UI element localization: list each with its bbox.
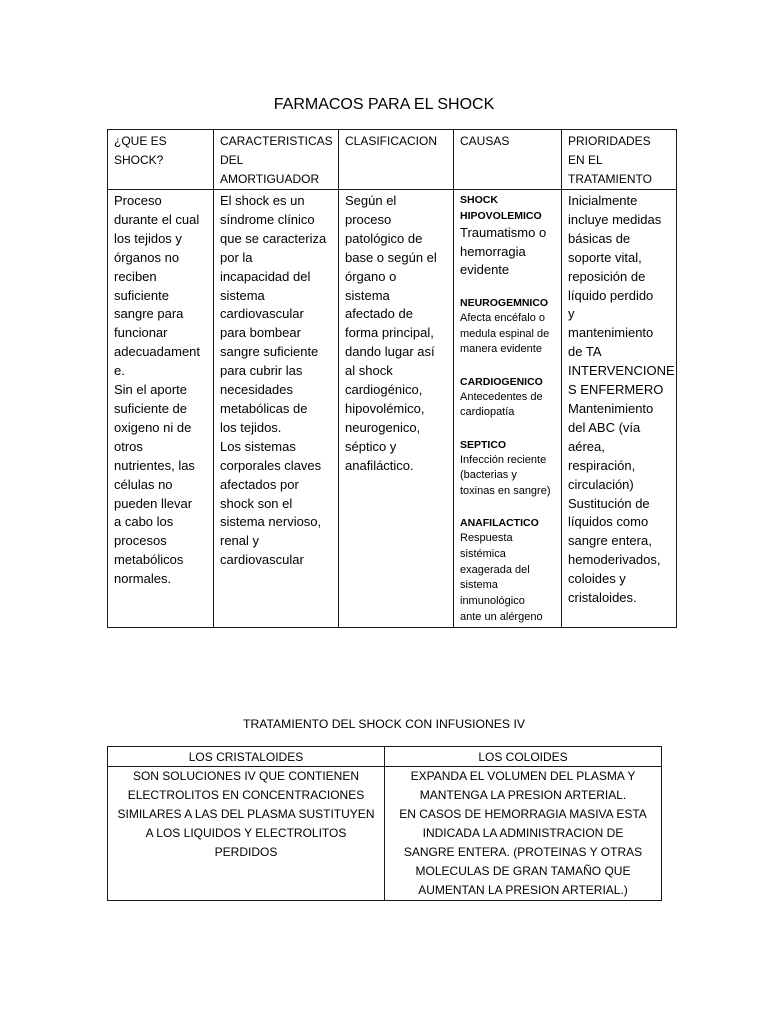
cause-name-line: ANAFILACTICO (460, 517, 539, 530)
characteristic-line: shock son el (220, 495, 293, 511)
priority-line: y (568, 306, 575, 322)
cause-neurogenico (460, 295, 559, 358)
definition-line: órganos no (114, 249, 180, 265)
classification-line: cardiogénico, (345, 382, 423, 398)
definition-line: a cabo los (114, 514, 174, 530)
header-line: AMORTIGUADOR (220, 172, 320, 186)
priority-line: hemoderivados, (568, 552, 661, 568)
classification-line: forma principal, (345, 325, 434, 341)
cell-classification (339, 190, 454, 628)
characteristic-line: Los sistemas (220, 438, 296, 454)
cause-name (460, 192, 559, 224)
characteristic-line: cardiovascular (220, 306, 304, 322)
cause-name (460, 295, 559, 311)
definition-line: pueden llevar (114, 495, 193, 511)
classification-line: base o según el (345, 249, 437, 265)
page-title: FARMACOS PARA EL SHOCK (273, 96, 495, 113)
cell-priorities (562, 190, 677, 628)
definition-line: metabólicos (114, 552, 184, 568)
infusions-table (107, 746, 662, 901)
definition-line: oxigeno ni de (114, 419, 192, 435)
priority-line: reposición de (568, 268, 646, 284)
priority-line: sangre entera, (568, 533, 652, 549)
cause-description (460, 224, 559, 280)
priority-line: líquidos como (568, 514, 649, 530)
cause-description (460, 390, 559, 421)
crystalloids-line: A LOS LIQUIDOS Y ELECTROLITOS (145, 826, 347, 840)
header-line: PRIORIDADES (568, 134, 651, 148)
definition-line: procesos (114, 533, 167, 549)
classification-line: afectado de (345, 306, 413, 322)
priority-line: aérea, (568, 438, 605, 454)
cause-name (460, 515, 559, 531)
characteristic-line: renal y (220, 533, 260, 549)
cause-description-line: hemorragia (460, 243, 526, 259)
header-colloids: LOS COLOIDES (385, 747, 662, 767)
cell-causes (454, 190, 562, 628)
cause-description-line: toxinas en sangre) (460, 484, 551, 497)
priority-line: INTERVENCIONE (568, 363, 675, 379)
characteristic-line: sangre suficiente (220, 344, 319, 360)
crystalloids-line: SIMILARES A LAS DEL PLASMA SUSTITUYEN (117, 807, 375, 821)
colloids-line: MANTENGA LA PRESION ARTERIAL. (419, 788, 627, 802)
characteristic-line: por la (220, 249, 253, 265)
priority-line: coloides y (568, 571, 626, 587)
cell-characteristics (214, 190, 339, 628)
cause-description-line: sistema (460, 579, 498, 592)
priority-line: del ABC (vía (568, 419, 641, 435)
infusions-title: TRATAMIENTO DEL SHOCK CON INFUSIONES IV (243, 717, 525, 731)
cause-description-line: inmunológico (460, 594, 525, 607)
cause-description-line: Infección reciente (460, 453, 547, 466)
header-line: CARACTERISTICAS (220, 134, 333, 148)
cause-septico (460, 437, 559, 500)
priority-line: Inicialmente (568, 193, 638, 208)
characteristic-line: metabólicas de (220, 400, 308, 416)
cause-description-line: sistémica (460, 547, 506, 560)
priority-line: incluye medidas (568, 211, 662, 227)
definition-line: otros (114, 438, 143, 454)
definition-line: funcionar (114, 325, 168, 341)
definition-line: suficiente de (114, 400, 187, 416)
header-line: EN EL (568, 153, 603, 167)
cause-description-line: exagerada del (460, 563, 530, 576)
priority-line: líquido perdido (568, 287, 654, 303)
cause-name-line: SEPTICO (460, 438, 507, 451)
cause-description-line: Afecta encéfalo o (460, 312, 546, 324)
definition-line: células no (114, 476, 173, 492)
characteristic-line: sistema nervioso, (220, 514, 322, 530)
cell-colloids (385, 767, 662, 901)
classification-line: anafiláctico. (345, 457, 414, 473)
priority-line: circulación) (568, 476, 634, 492)
characteristic-line: para bombear (220, 325, 301, 341)
header-line: DEL (220, 153, 244, 167)
classification-line: sistema (345, 287, 390, 303)
colloids-line: AUMENTAN LA PRESION ARTERIAL.) (418, 883, 628, 897)
cause-description-line: evidente (460, 262, 510, 277)
cause-description (460, 311, 559, 358)
characteristic-line: que se caracteriza (220, 230, 327, 246)
cause-description (460, 531, 559, 625)
table-header-row (108, 747, 662, 767)
cause-description-line: medula espinal de (460, 327, 550, 340)
priority-line: de TA (568, 344, 602, 360)
classification-line: neurogenico, (345, 419, 421, 435)
crystalloids-line: PERDIDOS (214, 845, 278, 859)
definition-line: normales. (114, 571, 172, 587)
cause-description-line: Antecedentes de (460, 390, 543, 403)
table-header-row (108, 130, 677, 190)
cause-description (460, 453, 559, 500)
characteristic-line: los tejidos. (220, 419, 282, 435)
cause-hipovolemico (460, 192, 559, 280)
header-characteristics (214, 130, 339, 190)
header-line: SHOCK? (114, 153, 164, 167)
cause-name-line: CARDIOGENICO (460, 375, 543, 388)
definition-line: sangre para (114, 306, 184, 322)
characteristic-line: incapacidad del (220, 268, 311, 284)
characteristic-line: corporales claves (220, 457, 322, 473)
classification-line: al shock (345, 363, 393, 379)
cause-name (460, 374, 559, 390)
header-causes (454, 130, 562, 190)
definition-line: reciben (114, 268, 157, 284)
cause-description-line: Traumatismo o (460, 225, 547, 240)
definition-line: Proceso (114, 193, 162, 208)
priority-line: cristaloides. (568, 590, 637, 606)
header-line: CLASIFICACION (345, 134, 438, 148)
cell-crystalloids (108, 767, 385, 901)
header-crystalloids: LOS CRISTALOIDES (108, 747, 385, 767)
colloids-line: MOLECULAS DE GRAN TAMAÑO QUE (415, 864, 631, 878)
priority-line: respiración, (568, 457, 636, 473)
shock-overview-table (107, 129, 677, 628)
header-line: CAUSAS (460, 134, 510, 148)
classification-line: patológico de (345, 230, 423, 246)
classification-line: proceso (345, 211, 392, 227)
cause-description-line: manera evidente (460, 343, 542, 356)
priority-line: soporte vital, (568, 249, 642, 265)
header-line: ¿QUE ES (114, 134, 167, 148)
cause-name-line: NEUROGEMNICO (460, 297, 549, 309)
cause-description-line: cardiopatía (460, 406, 515, 419)
characteristic-line: necesidades (220, 382, 293, 398)
cause-cardiogenico (460, 374, 559, 421)
priority-line: básicas de (568, 230, 631, 246)
classification-line: dando lugar así (345, 344, 435, 360)
characteristic-line: afectados por (220, 476, 299, 492)
priority-line: mantenimiento (568, 325, 654, 341)
crystalloids-line: ELECTROLITOS EN CONCENTRACIONES (127, 788, 365, 802)
cause-name (460, 437, 559, 453)
priority-line: S ENFERMERO (568, 382, 664, 398)
cause-description-line: Respuesta (460, 532, 513, 545)
classification-line: Según el (345, 193, 397, 208)
definition-line: los tejidos y (114, 230, 182, 246)
colloids-line: EN CASOS DE HEMORRAGIA MASIVA ESTA (399, 807, 647, 821)
characteristic-line: para cubrir las (220, 363, 303, 379)
characteristic-line: El shock es un (220, 193, 305, 208)
characteristic-line: sistema (220, 287, 265, 303)
classification-line: órgano o (345, 268, 397, 284)
colloids-line: EXPANDA EL VOLUMEN DEL PLASMA Y (410, 769, 636, 783)
characteristic-line: síndrome clínico (220, 211, 315, 227)
cause-name-line: HIPOVOLEMICO (460, 210, 542, 222)
characteristic-line: cardiovascular (220, 552, 304, 568)
priority-line: Sustitución de (568, 495, 650, 511)
definition-line: adecuadament (114, 344, 201, 360)
cause-name-line: SHOCK (460, 194, 498, 206)
colloids-line: SANGRE ENTERA. (PROTEINAS Y OTRAS (403, 845, 643, 859)
definition-line: durante el cual (114, 211, 200, 227)
classification-line: séptico y (345, 438, 397, 454)
table-row (108, 190, 677, 628)
cause-anafilactico (460, 515, 559, 625)
definition-line: suficiente (114, 287, 169, 303)
classification-line: hipovolémico, (345, 400, 425, 416)
definition-line: Sin el aporte (114, 382, 187, 398)
cause-description-line: (bacterias y (460, 469, 517, 482)
table-row (108, 767, 662, 901)
cause-description-line: ante un alérgeno (460, 610, 543, 623)
cell-what-is-shock (108, 190, 214, 628)
definition-line: e. (114, 363, 125, 379)
header-what-is-shock (108, 130, 214, 190)
header-priorities (562, 130, 677, 190)
priority-line: Mantenimiento (568, 400, 654, 416)
crystalloids-line: SON SOLUCIONES IV QUE CONTIENEN (132, 769, 360, 783)
definition-line: nutrientes, las (114, 457, 195, 473)
colloids-line: INDICADA LA ADMINISTRACION DE (422, 826, 624, 840)
header-classification (339, 130, 454, 190)
header-line: TRATAMIENTO (568, 172, 652, 186)
